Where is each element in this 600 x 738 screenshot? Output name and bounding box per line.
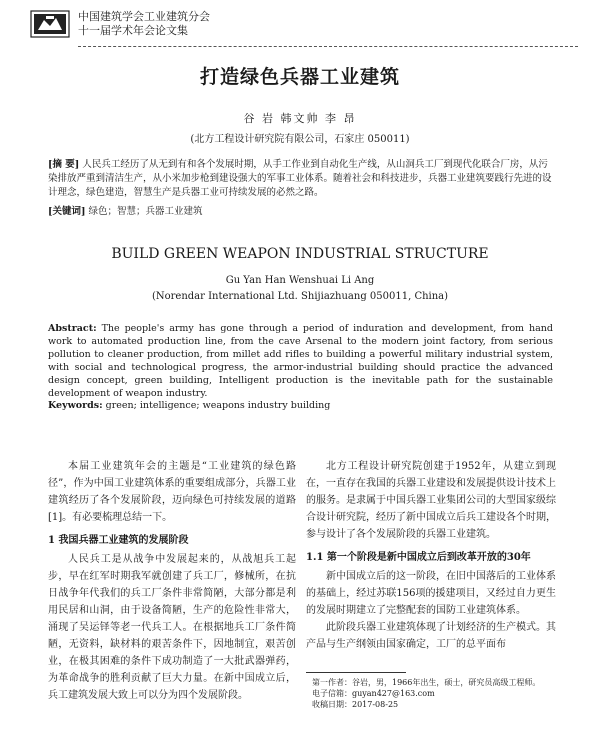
cn-keywords bbox=[48, 203, 553, 217]
footnote-date: 收稿日期：2017-08-25 bbox=[312, 700, 399, 709]
en-affiliation: (Norendar International Ltd. Shijiazhuang 050011, China) bbox=[151, 291, 449, 302]
affiliation: (北方工程设计研究院有限公司，石家庄 050011) bbox=[190, 134, 410, 145]
org-line-2: 十一届学术年会论文集 bbox=[78, 24, 188, 37]
section-heading-1: 1 我国兵器工业建筑的发展阶段 bbox=[48, 535, 189, 546]
left-paragraph-1: 本届工业建筑年会的主题是“工业建筑的绿色路径”，作为中国工业建筑体系的重要组成部分，兵器工业建筑经历了各个发展阶段，迈向绿色可持续发展的道路[1]。有必要梳理总结一下。 bbox=[48, 461, 296, 523]
section-heading-1-1: 1.1 第一个阶段是新中国成立后到改革开放的30年 bbox=[306, 552, 531, 563]
body-left-column bbox=[48, 458, 296, 704]
footnote bbox=[312, 677, 552, 710]
society-logo-icon bbox=[30, 10, 70, 38]
en-keywords-text: green; intelligence; weapons industry building bbox=[105, 400, 331, 411]
org-name bbox=[78, 10, 210, 38]
right-paragraph-3: 此阶段兵器工业建筑体现了计划经济的生产模式。其产品与生产纲领由国家确定，工厂的总平面布 bbox=[306, 622, 556, 650]
body-right-column bbox=[306, 458, 556, 653]
cn-abstract-label: [摘 要] bbox=[48, 159, 80, 170]
authors: 谷 岩 韩文帅 李 昂 bbox=[243, 112, 357, 125]
en-abstract-text: The people's army has gone through a period of induration and development, from hand work to automated production line, from the cave Arsenal to the modern joint factory, from serious pollution to cleaner production, from millet add rifles to building a powerful military industrial system, with social and technological progress, the armor-industrial building should practice the advanced design concept, green building, Intelligent production is the inevitable path for the sustainable development of weapon industry. bbox=[48, 323, 553, 399]
right-paragraph-2: 新中国成立后的这一阶段，在旧中国落后的工业体系的基础上，经过苏联156项的援建项目，又经过自力更生的发展时期建立了完整配套的国防工业建筑体系。 bbox=[306, 571, 556, 616]
en-keywords-label: Keywords: bbox=[48, 400, 103, 411]
paper-title: 打造绿色兵器工业建筑 bbox=[199, 66, 400, 88]
cn-keywords-text: 绿色；智慧；兵器工业建筑 bbox=[88, 206, 203, 217]
org-line-1: 中国建筑学会工业建筑分会 bbox=[78, 10, 210, 23]
en-abstract bbox=[48, 322, 553, 400]
page-header bbox=[30, 8, 575, 48]
header-divider bbox=[78, 46, 578, 47]
cn-abstract bbox=[48, 158, 553, 200]
footnote-author: 第一作者：谷岩，男，1966年出生，硕士，研究员高级工程师。 bbox=[312, 678, 541, 687]
footnote-divider bbox=[306, 672, 406, 673]
en-title: BUILD GREEN WEAPON INDUSTRIAL STRUCTURE bbox=[111, 246, 489, 262]
left-paragraph-2: 人民兵工是从战争中发展起来的，从战旭兵工起步，早在红军时期我军就创建了兵工厂，修械所，在抗日战争年代我们的兵工厂条件非常简陋，大部分都是利用民居和山洞，由于设备简陋，生产的危险性非常大，涌现了吴运铎等老一代兵工人。在根据地兵工厂条件简陋，无资料，缺材料的艰苦条件下，因地制宜，艰苦创业，在极其困难的条件下成功制造了一大批武器弹药，为革命战争的胜利贡献了巨大力量。在新中国成立后，兵工建筑发展大致上可以分为四个发展阶段。 bbox=[48, 554, 296, 701]
footnote-email: 电子信箱：guyan427@163.com bbox=[312, 689, 435, 698]
right-paragraph-1: 北方工程设计研究院创建于1952年，从建立到现在，一直存在我国的兵器工业建设和发展提供设计技术上的服务。是隶属于中国兵器工业集团公司的大型国家级综合设计研究院，经历了新中国成立后兵工建设各个时期，参与设计了各个发展阶段的兵器工业建筑。 bbox=[306, 461, 556, 540]
cn-abstract-text: 人民兵工经历了从无到有和各个发展时期，从手工作业到自动化生产线，从山洞兵工厂到现代化联合厂房，从污染排放严重到清洁生产，从小米加步枪到建设强大的军事工业体系。随着社会和科技进步，兵器工业建筑要践行先进的设计理念，绿色建造，智慧生产是兵器工业可持续发展的必然之路。 bbox=[48, 159, 552, 198]
en-authors: Gu Yan Han Wenshuai Li Ang bbox=[225, 275, 375, 286]
cn-keywords-label: [关键词] bbox=[48, 206, 86, 217]
en-keywords bbox=[48, 400, 553, 411]
en-abstract-label: Abstract: bbox=[48, 323, 97, 334]
